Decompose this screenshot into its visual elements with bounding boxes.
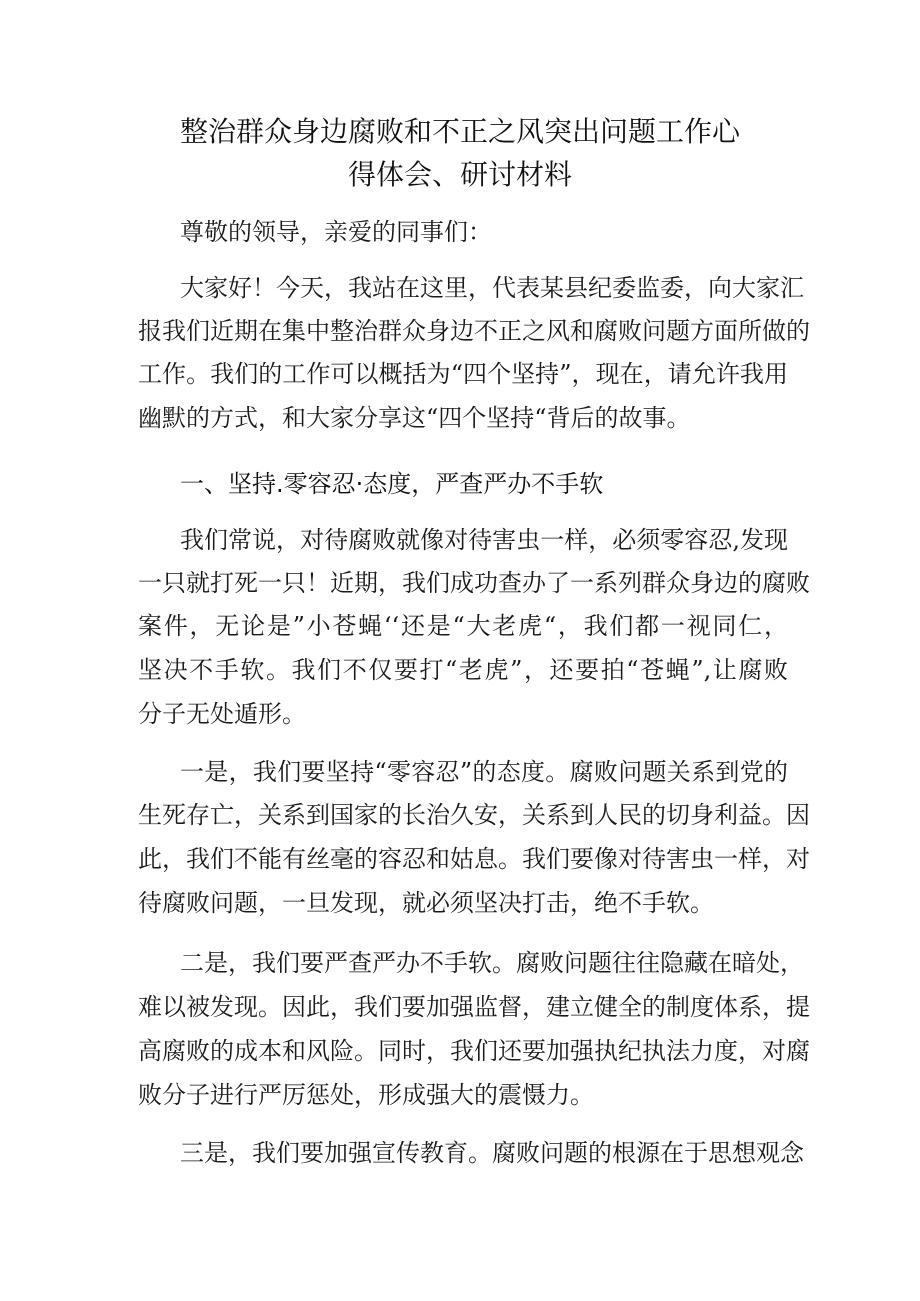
paragraph-line: 一只就打死一只！近期，我们成功查办了一系列群众身边的腐败 [138, 569, 810, 597]
paragraph-line: 生死存亡，关系到国家的长治久安，关系到人民的切身利益。因 [138, 801, 810, 829]
paragraph-line: 案件，无论是”小苍蝇‘‘还是“大老虎“，我们都一视同仁， [138, 612, 788, 640]
paragraph-line: 三是，我们要加强宣传教育。腐败问题的根源在于思想观念 [180, 1139, 804, 1167]
paragraph-line: 二是，我们要严查严办不手软。腐败问题往往隐藏在暗处， [180, 949, 804, 977]
paragraph-line: 坚决不手软。我们不仅要打“老虎”，还要拍“苍蝇”,让腐败 [138, 656, 788, 684]
paragraph-line: 一是，我们要坚持“零容忍”的态度。腐败问题关系到党的 [180, 758, 788, 786]
document-title-line-2: 得体会、研讨材料 [347, 158, 572, 191]
paragraph-line: 败分子进行严厉惩处，形成强大的震慑力。 [138, 1081, 594, 1109]
paragraph-line: 幽默的方式，和大家分享这“四个坚持“背后的故事。 [138, 404, 691, 432]
paragraph-line: 大家好！今天，我站在这里，代表某县纪委监委，向大家汇 [180, 274, 804, 302]
paragraph-line: 工作。我们的工作可以概括为“四个坚持”，现在，请允许我用 [138, 360, 788, 388]
paragraph-line: 此，我们不能有丝毫的容忍和姑息。我们要像对待害虫一样，对 [138, 845, 810, 873]
paragraph-line: 报我们近期在集中整治群众身边不正之风和腐败问题方面所做的 [138, 317, 810, 345]
salutation: 尊敬的领导，亲爱的同事们： [180, 218, 492, 246]
paragraph-line: 高腐败的成本和风险。同时，我们还要加强执纪执法力度，对腐 [138, 1037, 810, 1065]
document-title-line-1: 整治群众身边腐败和不正之风突出问题工作心 [179, 115, 740, 148]
paragraph-line: 分子无处遁形。 [138, 700, 306, 728]
section-heading: 一、坚持.零容忍·态度，严查严办不手软 [180, 470, 604, 498]
paragraph-line: 我们常说，对待腐败就像对待害虫一样，必须零容忍,发现 [180, 526, 788, 554]
paragraph-line: 待腐败问题，一旦发现，就必须坚决打击，绝不手软。 [138, 889, 714, 917]
paragraph-line: 难以被发现。因此，我们要加强监督，建立健全的制度体系，提 [138, 993, 810, 1021]
